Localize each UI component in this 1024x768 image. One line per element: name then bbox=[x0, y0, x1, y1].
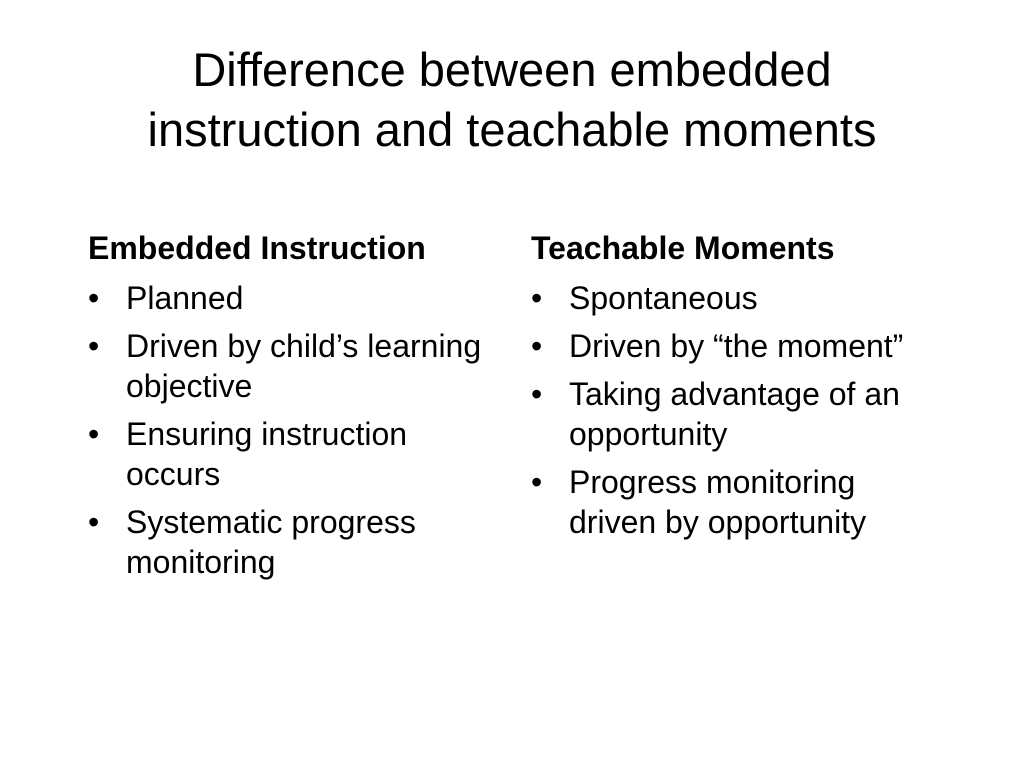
list-item: • Driven by child’s learning objective bbox=[88, 328, 482, 404]
embedded-instruction-list bbox=[88, 278, 498, 582]
column-heading-embedded-instruction: Embedded Instruction bbox=[88, 230, 426, 266]
bullet-icon: • bbox=[88, 416, 100, 452]
column-heading-teachable-moments: Teachable Moments bbox=[531, 230, 835, 266]
embedded-instruction-column bbox=[88, 227, 498, 590]
bullet-icon: • bbox=[531, 376, 543, 412]
list-item: • Ensuring instruction occurs bbox=[88, 416, 408, 492]
bullet-icon: • bbox=[531, 464, 543, 500]
list-item: • Systematic progress monitoring bbox=[88, 504, 416, 580]
slide-title: Difference between embedded instruction and teachable moments bbox=[147, 43, 877, 156]
bullet-icon: • bbox=[531, 280, 543, 316]
list-item: • Progress monitoring driven by opportunity bbox=[531, 464, 867, 540]
teachable-moments-column bbox=[531, 227, 951, 550]
bullet-icon: • bbox=[88, 504, 100, 540]
list-item: • Spontaneous bbox=[531, 280, 758, 316]
list-item: • Planned bbox=[88, 280, 244, 316]
teachable-moments-list bbox=[531, 278, 951, 542]
list-item: • Taking advantage of an opportunity bbox=[531, 376, 900, 452]
bullet-icon: • bbox=[88, 280, 100, 316]
bullet-icon: • bbox=[531, 328, 543, 364]
list-item: • Driven by “the moment” bbox=[531, 328, 904, 364]
bullet-icon: • bbox=[88, 328, 100, 364]
